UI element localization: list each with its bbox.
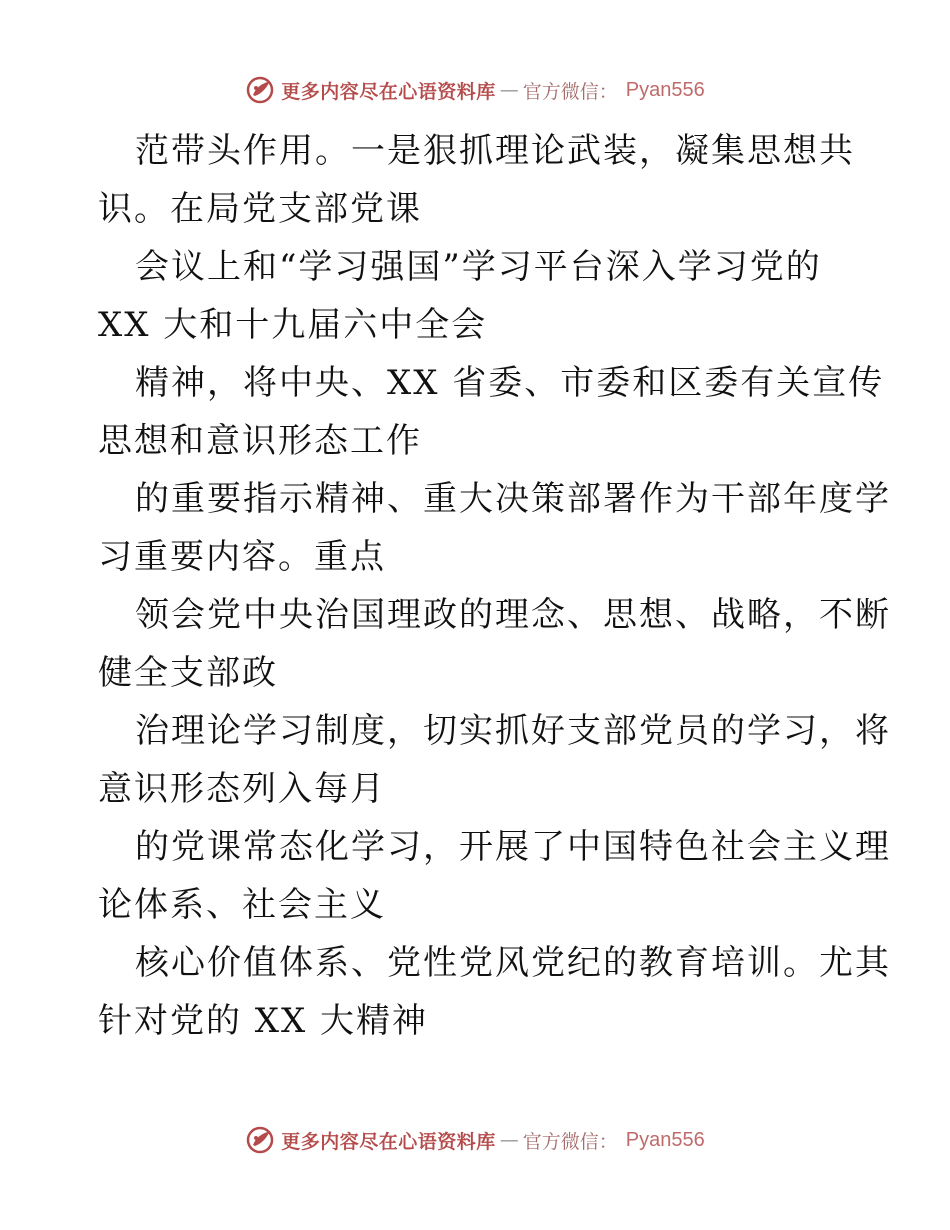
watermark-brand: 更多内容尽在心语资料库 [281,80,496,103]
body-line: 习重要内容。重点 [98,537,386,577]
watermark-wechat-id: Pyan556 [625,78,705,101]
body-line: 精神，将中央、XX 省委、市委和区委有关宣传 [135,363,885,403]
header-watermark [0,70,950,110]
watermark-wechat-id: Pyan556 [625,1128,705,1151]
body-line: 核心价值体系、党性党风党纪的教育培训。尤其 [135,943,891,983]
body-line: 领会党中央治国理政的理念、思想、战略，不断 [135,595,891,635]
body-line: 治理论学习制度，切实抓好支部党员的学习，将 [135,711,891,751]
watermark-label: 官方微信： [522,1130,618,1153]
watermark-dash: — [499,79,519,101]
body-line: 识。在局党支部党课 [98,189,422,229]
body-line: 思想和意识形态工作 [98,421,422,461]
body-line: 会议上和“学习强国”学习平台深入学习党的 [135,247,822,287]
document-body [98,122,891,1050]
watermark-brand: 更多内容尽在心语资料库 [281,1130,496,1153]
body-line: 健全支部政 [98,653,278,693]
body-line: XX 大和十九届六中全会 [98,305,488,345]
body-line: 针对党的 XX 大精神 [98,1001,429,1041]
body-line: 论体系、社会主义 [98,885,386,925]
body-line: 的党课常态化学习，开展了中国特色社会主义理 [135,827,891,867]
watermark-label: 官方微信： [522,80,618,103]
body-line: 的重要指示精神、重大决策部署作为干部年度学 [135,479,891,519]
body-line: 范带头作用。一是狠抓理论武装，凝集思想共 [135,131,855,171]
body-line: 意识形态列入每月 [98,769,386,809]
watermark-dash: — [499,1129,519,1151]
footer-watermark [0,1120,950,1160]
leaf-seal-icon [245,75,275,105]
leaf-seal-icon [245,1125,275,1155]
